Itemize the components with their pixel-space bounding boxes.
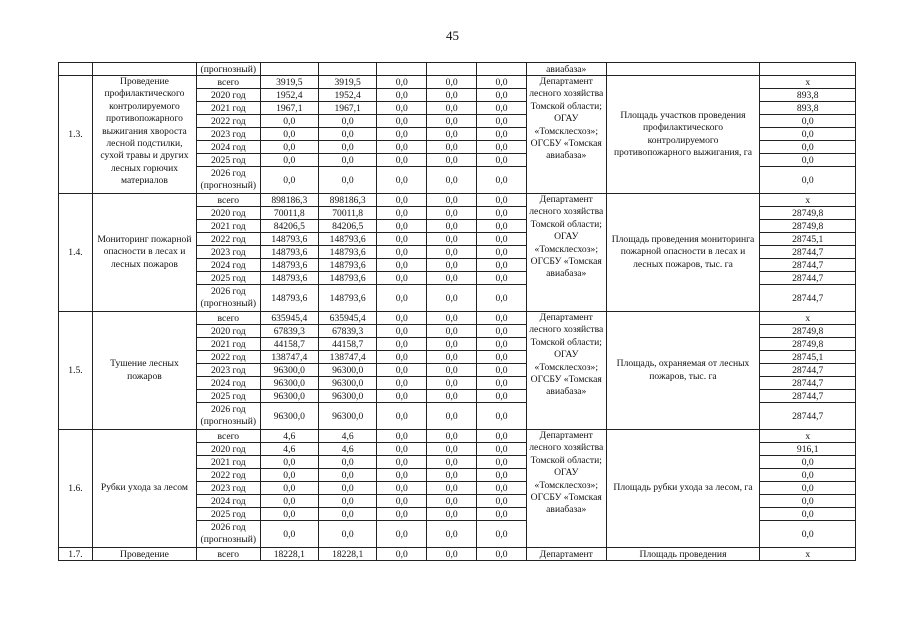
period-cell: всего — [196, 194, 260, 207]
item-number: 1.4. — [59, 194, 93, 312]
value-cell-c5: 0,0 — [477, 521, 527, 548]
value-cell-c5: 0,0 — [477, 430, 527, 443]
value-cell-regional: 4,6 — [318, 430, 376, 443]
value-cell-total: 0,0 — [260, 115, 318, 128]
value-cell-c4: 0,0 — [427, 76, 477, 89]
indicator-value-cell: 28749,8 — [760, 338, 856, 351]
value-cell-total: 635945,4 — [260, 312, 318, 325]
indicator-value-cell: 28744,7 — [760, 403, 856, 430]
value-cell-total: 148793,6 — [260, 259, 318, 272]
value-cell-c3: 0,0 — [377, 482, 427, 495]
last-row-total: 18228,1 — [260, 548, 318, 561]
value-cell-c4: 0,0 — [427, 508, 477, 521]
value-cell-c4: 0,0 — [427, 233, 477, 246]
value-cell-regional: 0,0 — [318, 456, 376, 469]
value-cell-c4: 0,0 — [427, 154, 477, 167]
value-cell-c4: 0,0 — [427, 220, 477, 233]
period-cell: 2021 год — [196, 220, 260, 233]
value-cell-total: 0,0 — [260, 154, 318, 167]
indicator-value-cell: 28744,7 — [760, 285, 856, 312]
period-cell: 2024 год — [196, 141, 260, 154]
value-cell-c3: 0,0 — [377, 364, 427, 377]
indicator-value-cell: 916,1 — [760, 443, 856, 456]
value-cell-c4: 0,0 — [427, 285, 477, 312]
indicator-value-cell: 28749,8 — [760, 207, 856, 220]
value-cell-c3: 0,0 — [377, 207, 427, 220]
period-cell: всего — [196, 430, 260, 443]
item-number: 1.5. — [59, 312, 93, 430]
table-row — [59, 430, 856, 443]
indicator-value-cell: 28744,7 — [760, 259, 856, 272]
period-cell: 2023 год — [196, 482, 260, 495]
value-cell-regional: 898186,3 — [318, 194, 376, 207]
value-cell-c5: 0,0 — [477, 508, 527, 521]
value-cell-total: 148793,6 — [260, 233, 318, 246]
indicator-cell: Площадь участков проведения профилактического контролируемого противопожарного выжигания, га — [606, 76, 760, 194]
value-cell-regional: 0,0 — [318, 469, 376, 482]
indicator-value-cell: 28749,8 — [760, 220, 856, 233]
value-cell-total: 0,0 — [260, 128, 318, 141]
value-cell-c3: 0,0 — [377, 469, 427, 482]
value-cell-regional: 96300,0 — [318, 364, 376, 377]
value-cell-c5: 0,0 — [477, 469, 527, 482]
period-cell: 2024 год — [196, 377, 260, 390]
indicator-value-cell: 0,0 — [760, 469, 856, 482]
last-row-period: всего — [196, 548, 260, 561]
value-cell-total: 0,0 — [260, 482, 318, 495]
indicator-value-cell: 0,0 — [760, 521, 856, 548]
period-cell: 2024 год — [196, 495, 260, 508]
value-cell-c3: 0,0 — [377, 128, 427, 141]
value-cell-c3: 0,0 — [377, 495, 427, 508]
last-row-c5: 0,0 — [477, 548, 527, 561]
value-cell-c4: 0,0 — [427, 246, 477, 259]
indicator-value-cell: x — [760, 194, 856, 207]
value-cell-c3: 0,0 — [377, 167, 427, 194]
indicator-cell: Площадь, охраняемая от лесных пожаров, тыс. га — [606, 312, 760, 430]
period-cell: 2026 год (прогнозный) — [196, 167, 260, 194]
value-cell-c3: 0,0 — [377, 76, 427, 89]
indicator-value-cell: 0,0 — [760, 154, 856, 167]
value-cell-c4: 0,0 — [427, 167, 477, 194]
period-cell: всего — [196, 312, 260, 325]
last-row-executor: Департамент — [526, 548, 606, 561]
value-cell-c3: 0,0 — [377, 115, 427, 128]
value-cell-c4: 0,0 — [427, 115, 477, 128]
program-activities-table — [58, 62, 856, 561]
activity-name: Рубки ухода за лесом — [92, 430, 196, 548]
table-row — [59, 63, 856, 76]
value-cell-c3: 0,0 — [377, 403, 427, 430]
value-cell-c3: 0,0 — [377, 194, 427, 207]
indicator-value-cell: 0,0 — [760, 128, 856, 141]
value-cell-c4: 0,0 — [427, 403, 477, 430]
value-cell-total: 1952,4 — [260, 89, 318, 102]
value-cell-c5: 0,0 — [477, 325, 527, 338]
value-cell-total: 148793,6 — [260, 272, 318, 285]
period-cell: (прогнозный) — [196, 63, 260, 76]
indicator-value-cell: 0,0 — [760, 115, 856, 128]
value-cell-c4: 0,0 — [427, 207, 477, 220]
period-cell: 2025 год — [196, 154, 260, 167]
value-cell-total: 0,0 — [260, 456, 318, 469]
value-cell-c5: 0,0 — [477, 482, 527, 495]
indicator-value-cell: 28745,1 — [760, 351, 856, 364]
indicator-cell: Площадь проведения мониторинга пожарной опасности в лесах и лесных пожаров, тыс. га — [606, 194, 760, 312]
value-cell-c3: 0,0 — [377, 220, 427, 233]
value-cell-total: 898186,3 — [260, 194, 318, 207]
indicator-value-cell: 28744,7 — [760, 377, 856, 390]
last-row-indicator: Площадь проведения — [606, 548, 760, 561]
value-cell-c4: 0,0 — [427, 390, 477, 403]
period-cell: 2026 год (прогнозный) — [196, 285, 260, 312]
value-cell-c4: 0,0 — [427, 482, 477, 495]
value-cell-regional: 0,0 — [318, 482, 376, 495]
activity-name: Тушение лесных пожаров — [92, 312, 196, 430]
value-cell-total: 96300,0 — [260, 403, 318, 430]
value-cell-c5: 0,0 — [477, 115, 527, 128]
indicator-value-cell: 28744,7 — [760, 246, 856, 259]
period-cell: 2025 год — [196, 272, 260, 285]
period-cell: 2020 год — [196, 325, 260, 338]
value-cell-c3: 0,0 — [377, 430, 427, 443]
value-cell-total: 4,6 — [260, 430, 318, 443]
indicator-value-cell: 0,0 — [760, 495, 856, 508]
table-row — [59, 312, 856, 325]
indicator-value-cell: 893,8 — [760, 89, 856, 102]
indicator-value-cell: 28744,7 — [760, 364, 856, 377]
value-cell-regional: 3919,5 — [318, 76, 376, 89]
period-cell: 2020 год — [196, 443, 260, 456]
value-cell-c4: 0,0 — [427, 456, 477, 469]
indicator-value-cell: 893,8 — [760, 102, 856, 115]
executor-cell: Департамент лесного хозяйства Томской области; ОГАУ «Томсклесхоз»; ОГСБУ «Томская авиабаза» — [526, 76, 606, 194]
table-row — [59, 76, 856, 89]
value-cell-c5: 0,0 — [477, 364, 527, 377]
indicator-value-cell: x — [760, 76, 856, 89]
value-cell-c5: 0,0 — [477, 233, 527, 246]
value-cell-total: 70011,8 — [260, 207, 318, 220]
page-number: 45 — [446, 28, 459, 43]
value-cell-c4: 0,0 — [427, 338, 477, 351]
value-cell-total: 138747,4 — [260, 351, 318, 364]
period-cell: 2021 год — [196, 456, 260, 469]
indicator-value-cell: x — [760, 312, 856, 325]
value-cell-c3: 0,0 — [377, 338, 427, 351]
value-cell-c4: 0,0 — [427, 443, 477, 456]
value-cell-total: 96300,0 — [260, 377, 318, 390]
activity-name: Проведение профилактического контролируемого противопожарного выжигания хвороста лесной подстилки, сухой травы и других лесных горючих материалов — [92, 76, 196, 194]
value-cell-c4: 0,0 — [427, 377, 477, 390]
period-cell: 2023 год — [196, 364, 260, 377]
value-cell-total: 0,0 — [260, 167, 318, 194]
value-cell-c5: 0,0 — [477, 443, 527, 456]
period-cell: 2026 год (прогнозный) — [196, 403, 260, 430]
indicator-value-cell: 0,0 — [760, 456, 856, 469]
value-cell-c4: 0,0 — [427, 495, 477, 508]
executor-cell: Департамент лесного хозяйства Томской области; ОГАУ «Томсклесхоз»; ОГСБУ «Томская авиабаза» — [526, 194, 606, 312]
value-cell-c5: 0,0 — [477, 220, 527, 233]
period-cell: 2022 год — [196, 115, 260, 128]
value-cell-c5: 0,0 — [477, 351, 527, 364]
last-row-c4: 0,0 — [427, 548, 477, 561]
indicator-value-cell: x — [760, 430, 856, 443]
value-cell-c5: 0,0 — [477, 128, 527, 141]
period-cell: 2022 год — [196, 469, 260, 482]
value-cell-c3: 0,0 — [377, 325, 427, 338]
value-cell-total: 96300,0 — [260, 364, 318, 377]
value-cell-regional: 96300,0 — [318, 390, 376, 403]
period-cell: 2022 год — [196, 351, 260, 364]
value-cell-regional: 138747,4 — [318, 351, 376, 364]
executor-cell: авиабаза» — [526, 63, 606, 76]
last-row-value: x — [760, 548, 856, 561]
value-cell-c3: 0,0 — [377, 377, 427, 390]
last-row-regional: 18228,1 — [318, 548, 376, 561]
period-cell: 2026 год (прогнозный) — [196, 521, 260, 548]
last-row-c3: 0,0 — [377, 548, 427, 561]
value-cell-regional: 148793,6 — [318, 285, 376, 312]
value-cell-regional: 148793,6 — [318, 259, 376, 272]
value-cell-regional: 44158,7 — [318, 338, 376, 351]
value-cell-c3: 0,0 — [377, 89, 427, 102]
table-row — [59, 194, 856, 207]
value-cell-c4: 0,0 — [427, 430, 477, 443]
executor-cell: Департамент лесного хозяйства Томской области; ОГАУ «Томсклесхоз»; ОГСБУ «Томская авиабаза» — [526, 430, 606, 548]
value-cell-c5: 0,0 — [477, 246, 527, 259]
period-cell: 2025 год — [196, 390, 260, 403]
value-cell-regional: 0,0 — [318, 167, 376, 194]
indicator-value-cell: 0,0 — [760, 167, 856, 194]
value-cell-c4: 0,0 — [427, 521, 477, 548]
value-cell-total: 1967,1 — [260, 102, 318, 115]
value-cell-regional: 148793,6 — [318, 246, 376, 259]
value-cell-c5: 0,0 — [477, 403, 527, 430]
value-cell-total: 0,0 — [260, 141, 318, 154]
value-cell-regional: 635945,4 — [318, 312, 376, 325]
value-cell-c5: 0,0 — [477, 390, 527, 403]
value-cell-regional: 0,0 — [318, 495, 376, 508]
value-cell-total: 3919,5 — [260, 76, 318, 89]
period-cell: 2020 год — [196, 89, 260, 102]
value-cell-c3: 0,0 — [377, 154, 427, 167]
value-cell-total: 148793,6 — [260, 285, 318, 312]
value-cell-regional: 0,0 — [318, 521, 376, 548]
value-cell-c3: 0,0 — [377, 141, 427, 154]
item-number: 1.3. — [59, 76, 93, 194]
value-cell-c3: 0,0 — [377, 246, 427, 259]
value-cell-regional: 0,0 — [318, 154, 376, 167]
value-cell-total: 0,0 — [260, 495, 318, 508]
value-cell-c5: 0,0 — [477, 495, 527, 508]
period-cell: 2023 год — [196, 128, 260, 141]
value-cell-c4: 0,0 — [427, 89, 477, 102]
value-cell-c5: 0,0 — [477, 285, 527, 312]
value-cell-c3: 0,0 — [377, 456, 427, 469]
period-cell: 2025 год — [196, 508, 260, 521]
period-cell: всего — [196, 76, 260, 89]
value-cell-c4: 0,0 — [427, 325, 477, 338]
value-cell-c5: 0,0 — [477, 76, 527, 89]
value-cell-c3: 0,0 — [377, 102, 427, 115]
last-row-name: Проведение — [92, 548, 196, 561]
period-cell: 2021 год — [196, 338, 260, 351]
value-cell-c3: 0,0 — [377, 312, 427, 325]
value-cell-regional: 1967,1 — [318, 102, 376, 115]
value-cell-c3: 0,0 — [377, 390, 427, 403]
period-cell: 2020 год — [196, 207, 260, 220]
value-cell-c3: 0,0 — [377, 272, 427, 285]
value-cell-regional: 148793,6 — [318, 233, 376, 246]
value-cell-regional: 67839,3 — [318, 325, 376, 338]
executor-cell: Департамент лесного хозяйства Томской области; ОГАУ «Томсклесхоз»; ОГСБУ «Томская авиабаза» — [526, 312, 606, 430]
value-cell-c4: 0,0 — [427, 312, 477, 325]
value-cell-c5: 0,0 — [477, 141, 527, 154]
value-cell-c4: 0,0 — [427, 141, 477, 154]
value-cell-regional: 0,0 — [318, 508, 376, 521]
value-cell-c4: 0,0 — [427, 351, 477, 364]
table-row — [59, 548, 856, 561]
indicator-value-cell: 28745,1 — [760, 233, 856, 246]
value-cell-c5: 0,0 — [477, 154, 527, 167]
item-number: 1.6. — [59, 430, 93, 548]
value-cell-regional: 1952,4 — [318, 89, 376, 102]
value-cell-c4: 0,0 — [427, 128, 477, 141]
indicator-cell: Площадь рубки ухода за лесом, га — [606, 430, 760, 548]
value-cell-regional: 148793,6 — [318, 272, 376, 285]
value-cell-c5: 0,0 — [477, 312, 527, 325]
value-cell-regional: 84206,5 — [318, 220, 376, 233]
value-cell-regional: 0,0 — [318, 115, 376, 128]
value-cell-c3: 0,0 — [377, 259, 427, 272]
activity-name: Мониторинг пожарной опасности в лесах и лесных пожаров — [92, 194, 196, 312]
value-cell-total: 84206,5 — [260, 220, 318, 233]
value-cell-total: 0,0 — [260, 469, 318, 482]
value-cell-regional: 0,0 — [318, 141, 376, 154]
last-row-num: 1.7. — [59, 548, 93, 561]
value-cell-c3: 0,0 — [377, 443, 427, 456]
value-cell-c4: 0,0 — [427, 364, 477, 377]
indicator-value-cell: 0,0 — [760, 482, 856, 495]
value-cell-regional: 0,0 — [318, 128, 376, 141]
indicator-value-cell: 0,0 — [760, 141, 856, 154]
value-cell-c5: 0,0 — [477, 272, 527, 285]
value-cell-c5: 0,0 — [477, 102, 527, 115]
value-cell-c3: 0,0 — [377, 285, 427, 312]
value-cell-c4: 0,0 — [427, 469, 477, 482]
value-cell-c5: 0,0 — [477, 89, 527, 102]
indicator-value-cell: 28744,7 — [760, 272, 856, 285]
value-cell-c3: 0,0 — [377, 508, 427, 521]
value-cell-regional: 70011,8 — [318, 207, 376, 220]
value-cell-total: 0,0 — [260, 521, 318, 548]
value-cell-c4: 0,0 — [427, 272, 477, 285]
period-cell: 2023 год — [196, 246, 260, 259]
value-cell-c5: 0,0 — [477, 377, 527, 390]
indicator-value-cell: 28744,7 — [760, 390, 856, 403]
value-cell-regional: 4,6 — [318, 443, 376, 456]
value-cell-total: 0,0 — [260, 508, 318, 521]
value-cell-total: 4,6 — [260, 443, 318, 456]
value-cell-regional: 96300,0 — [318, 403, 376, 430]
indicator-value-cell: 28749,8 — [760, 325, 856, 338]
value-cell-c4: 0,0 — [427, 102, 477, 115]
value-cell-total: 96300,0 — [260, 390, 318, 403]
period-cell: 2021 год — [196, 102, 260, 115]
value-cell-c3: 0,0 — [377, 521, 427, 548]
value-cell-c3: 0,0 — [377, 233, 427, 246]
value-cell-c5: 0,0 — [477, 259, 527, 272]
value-cell-c4: 0,0 — [427, 194, 477, 207]
value-cell-c4: 0,0 — [427, 259, 477, 272]
value-cell-regional: 96300,0 — [318, 377, 376, 390]
value-cell-c5: 0,0 — [477, 167, 527, 194]
value-cell-c5: 0,0 — [477, 456, 527, 469]
value-cell-total: 148793,6 — [260, 246, 318, 259]
value-cell-c5: 0,0 — [477, 338, 527, 351]
value-cell-total: 44158,7 — [260, 338, 318, 351]
indicator-value-cell: 0,0 — [760, 508, 856, 521]
value-cell-c5: 0,0 — [477, 207, 527, 220]
period-cell: 2024 год — [196, 259, 260, 272]
period-cell: 2022 год — [196, 233, 260, 246]
value-cell-c3: 0,0 — [377, 351, 427, 364]
value-cell-c5: 0,0 — [477, 194, 527, 207]
value-cell-total: 67839,3 — [260, 325, 318, 338]
